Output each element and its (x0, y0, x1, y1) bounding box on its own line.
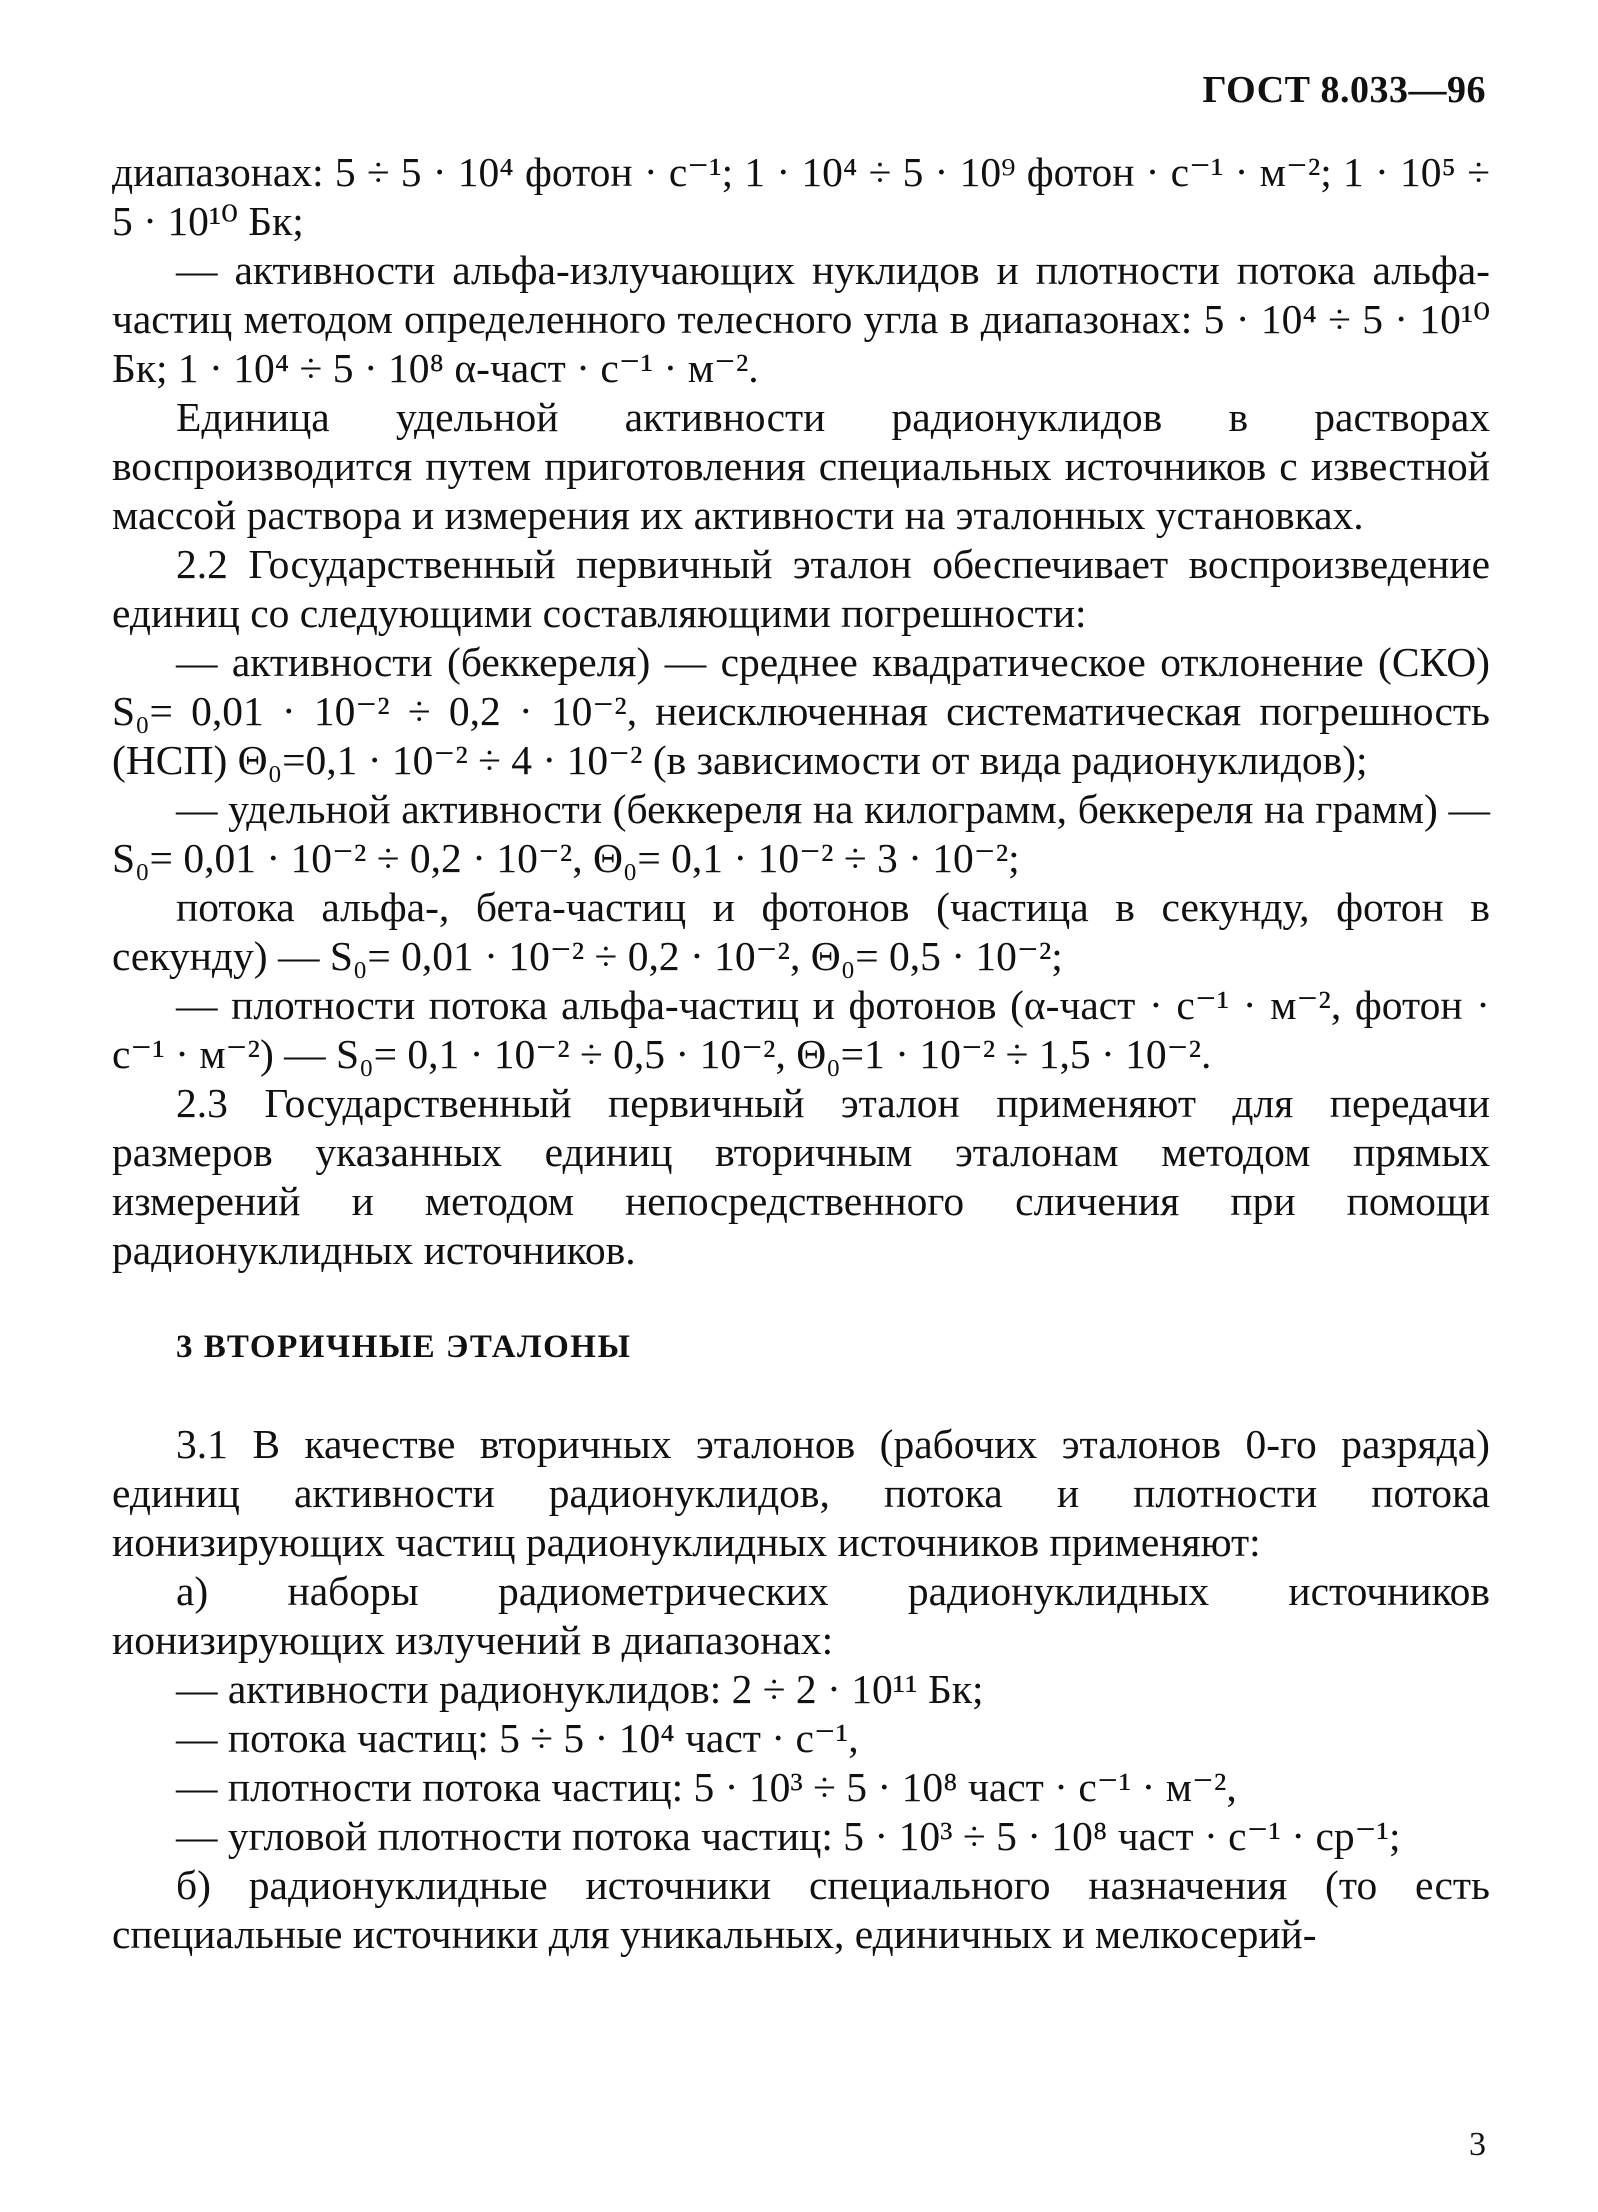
paragraph-specific-activity-error: — удельной активности (беккереля на килограмм, беккереля на грамм) — S₀= 0,01 · 10⁻² ÷ 0,2 · 10⁻², Θ₀= 0,1 · 10⁻² ÷ 3 · 10⁻²; (112, 786, 1490, 881)
paragraph-alpha-activity: — активности альфа-излучающих нуклидов и плотности потока альфа-частиц методом определенного телесного угла в диапазонах: 5 · 10⁴ ÷ 5 · 10¹⁰ Бк; 1 · 10⁴ ÷ 5 · 10⁸ α-част · с⁻¹ · м⁻². (112, 247, 1490, 391)
document-body (112, 148, 1490, 1959)
paragraph-2-2: 2.2 Государственный первичный эталон обеспечивает воспроизведение единиц со следующими составляющими погрешности: (112, 541, 1490, 636)
paragraph-3-1: 3.1 В качестве вторичных эталонов (рабочих эталонов 0-го разряда) единиц активности радионуклидов, потока и плотности потока ионизирующих частиц радионуклидных источников применяют: (112, 1421, 1490, 1565)
list-subitem-particle-flux: — потока частиц: 5 ÷ 5 · 10⁴ част · с⁻¹, (176, 1715, 859, 1761)
paragraph-activity-error: — активности (беккереля) — среднее квадратическое отклонение (СКО) S₀= 0,01 · 10⁻² ÷ 0,2 · 10⁻², неисключенная систематическая погрешность (НСП) Θ₀=0,1 · 10⁻² ÷ 4 · 10⁻² (в зависимости от вида радионуклидов); (112, 639, 1490, 783)
list-subitem-angular-flux-density: — угловой плотности потока частиц: 5 · 10³ ÷ 5 · 10⁸ част · с⁻¹ · ср⁻¹; (176, 1813, 1401, 1859)
list-item-a: а) наборы радиометрических радионуклидных источников ионизирующих излучений в диапазонах: (112, 1568, 1490, 1663)
list-subitem-activity: — активности радионуклидов: 2 ÷ 2 · 10¹¹ Бк; (176, 1666, 984, 1712)
list-item-b: б) радионуклидные источники специального назначения (то есть специальные источники для уникальных, единичных и мелкосерий- (112, 1862, 1490, 1957)
list-subitem-flux-density: — плотности потока частиц: 5 · 10³ ÷ 5 · 10⁸ част · с⁻¹ · м⁻², (176, 1764, 1237, 1810)
paragraph-flux-error: потока альфа-, бета-частиц и фотонов (частица в секунду, фотон в секунду) — S₀= 0,01 · 10⁻² ÷ 0,2 · 10⁻², Θ₀= 0,5 · 10⁻²; (112, 884, 1490, 979)
page-number: 3 (1469, 2126, 1486, 2163)
paragraph-ranges-continued: диапазонах: 5 ÷ 5 · 10⁴ фотон · с⁻¹; 1 · 10⁴ ÷ 5 · 10⁹ фотон · с⁻¹ · м⁻²; 1 · 10⁵ ÷ 5 · 10¹⁰ Бк; (112, 149, 1490, 244)
standard-header: ГОСТ 8.033—96 (1202, 69, 1486, 111)
section-heading-3: 3 ВТОРИЧНЫЕ ЭТАЛОНЫ (176, 1329, 632, 1365)
paragraph-flux-density-error: — плотности потока альфа-частиц и фотонов (α-част · с⁻¹ · м⁻², фотон · с⁻¹ · м⁻²) — S₀= 0,1 · 10⁻² ÷ 0,5 · 10⁻², Θ₀=1 · 10⁻² ÷ 1,5 · 10⁻². (112, 982, 1490, 1077)
paragraph-specific-activity: Единица удельной активности радионуклидов в растворах воспроизводится путем приготовления специальных источников с известной массой раствора и измерения их активности на эталонных установках. (112, 394, 1490, 538)
paragraph-2-3: 2.3 Государственный первичный эталон применяют для передачи размеров указанных единиц вторичным эталонам методом прямых измерений и методом непосредственного сличения при помощи радионуклидных источников. (112, 1080, 1490, 1273)
